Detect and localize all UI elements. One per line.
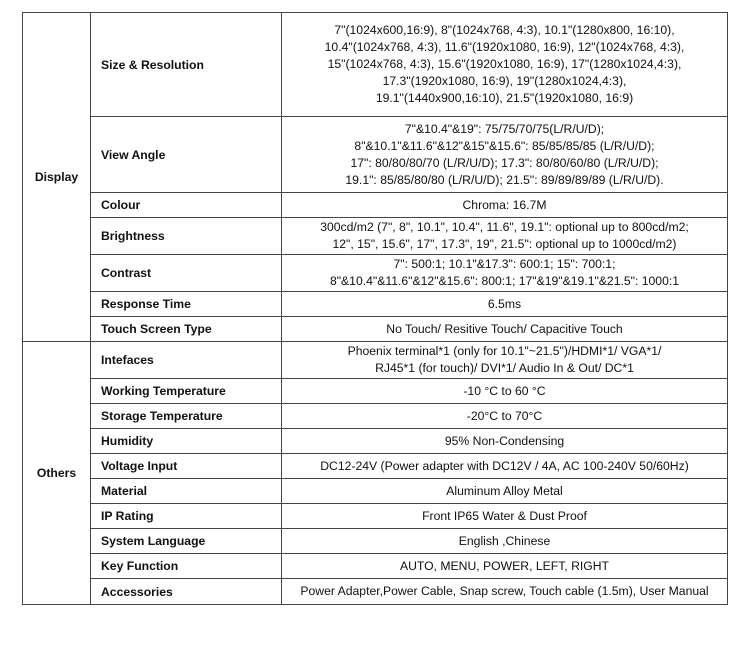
spec-table (22, 12, 728, 605)
spec-row (23, 579, 728, 605)
spec-value (282, 479, 728, 504)
value-line: 8"&10.4"&11.6"&12"&15.6": 800:1; 17"&19"&19.1"&21.5": 1000:1 (329, 274, 680, 288)
spec-label: Touch Screen Type (91, 317, 282, 342)
spec-value (282, 292, 728, 317)
spec-row (23, 13, 728, 117)
spec-value (282, 504, 728, 529)
spec-value (282, 554, 728, 579)
value-line: AUTO, MENU, POWER, LEFT, RIGHT (399, 558, 609, 573)
value-line: 8"&10.1"&11.6"&12"&15"&15.6": 85/85/85/85 (L/R/U/D); (354, 138, 655, 153)
spec-row (23, 193, 728, 218)
spec-label: Colour (91, 193, 282, 218)
value-line: Phoenix terminal*1 (only for 10.1"~21.5")/HDMI*1/ VGA*1/ (347, 344, 662, 358)
value-line: DC12-24V (Power adapter with DC12V / 4A, AC 100-240V 50/60Hz) (320, 458, 689, 473)
spec-value (282, 342, 728, 379)
value-line: 95% Non-Condensing (444, 433, 565, 448)
spec-label: IP Rating (91, 504, 282, 529)
value-line: No Touch/ Resitive Touch/ Capacitive Touch (386, 321, 623, 336)
spec-label: Accessories (91, 579, 282, 605)
value-line: Power Adapter,Power Cable, Snap screw, Touch cable (1.5m), User Manual (300, 584, 709, 598)
value-line: 17.3"(1920x1080, 16:9), 19"(1280x1024,4:3), (382, 74, 627, 88)
value-line: English ,Chinese (458, 533, 551, 548)
spec-value (282, 429, 728, 454)
value-line: 7": 500:1; 10.1"&17.3": 600:1; 15": 700:1; (393, 257, 616, 271)
spec-label: Contrast (91, 255, 282, 292)
value-line: 19.1"(1440x900,16:10), 21.5"(1920x1080, 16:9) (375, 91, 634, 105)
spec-label: Storage Temperature (91, 404, 282, 429)
spec-label: System Language (91, 529, 282, 554)
value-line: 12", 15", 15.6", 17", 17.3", 19", 21.5": optional up to 1000cd/m2) (332, 237, 677, 251)
spec-value (282, 529, 728, 554)
group-label-others: Others (23, 342, 91, 605)
value-line: Aluminum Alloy Metal (446, 483, 563, 498)
value-line: RJ45*1 (for touch)/ DVI*1/ Audio In & Out/ DC*1 (375, 361, 634, 375)
spec-value (282, 255, 728, 292)
spec-value (282, 117, 728, 193)
spec-label: View Angle (91, 117, 282, 193)
value-line: 15"(1024x768, 4:3), 15.6"(1920x1080, 16:9), 17"(1280x1024,4:3), (327, 57, 682, 71)
spec-label: Size & Resolution (91, 13, 282, 117)
spec-row (23, 429, 728, 454)
spec-row (23, 218, 728, 255)
spec-row (23, 117, 728, 193)
value-line: 7"(1024x600,16:9), 8"(1024x768, 4:3), 10.1"(1280x800, 16:10), (334, 23, 675, 37)
spec-value (282, 454, 728, 479)
spec-label: Working Temperature (91, 379, 282, 404)
group-label-display: Display (23, 13, 91, 342)
spec-row (23, 554, 728, 579)
spec-row (23, 479, 728, 504)
value-line: 10.4"(1024x768, 4:3), 11.6"(1920x1080, 16:9), 12"(1024x768, 4:3), (324, 40, 685, 54)
spec-row (23, 342, 728, 379)
value-line: 17": 80/80/80/70 (L/R/U/D); 17.3": 80/80/60/80 (L/R/U/D); (350, 155, 659, 170)
spec-value (282, 193, 728, 218)
spec-row (23, 404, 728, 429)
value-line: -10 °C to 60 °C (463, 383, 546, 398)
spec-row (23, 292, 728, 317)
spec-value (282, 404, 728, 429)
value-line: 7"&10.4"&19": 75/75/70/75(L/R/U/D); (404, 121, 605, 136)
spec-value (282, 317, 728, 342)
spec-table-body (23, 13, 728, 605)
spec-value (282, 218, 728, 255)
value-line: Chroma: 16.7M (462, 197, 547, 212)
spec-label: Key Function (91, 554, 282, 579)
spec-value (282, 13, 728, 117)
spec-label: Humidity (91, 429, 282, 454)
spec-row (23, 454, 728, 479)
spec-label: Intefaces (91, 342, 282, 379)
spec-row (23, 379, 728, 404)
spec-label: Voltage Input (91, 454, 282, 479)
value-line: 300cd/m2 (7", 8", 10.1", 10.4", 11.6", 19.1": optional up to 800cd/m2; (320, 220, 689, 234)
spec-value (282, 379, 728, 404)
spec-row (23, 504, 728, 529)
spec-label: Response Time (91, 292, 282, 317)
value-line: 19.1": 85/85/80/80 (L/R/U/D); 21.5": 89/89/89/89 (L/R/U/D). (345, 172, 664, 187)
spec-row (23, 529, 728, 554)
value-line: 6.5ms (487, 296, 522, 311)
value-line: Front IP65 Water & Dust Proof (422, 508, 587, 523)
spec-row (23, 255, 728, 292)
spec-value (282, 579, 728, 605)
spec-label: Brightness (91, 218, 282, 255)
spec-label: Material (91, 479, 282, 504)
value-line: -20°C to 70°C (466, 408, 543, 423)
spec-row (23, 317, 728, 342)
